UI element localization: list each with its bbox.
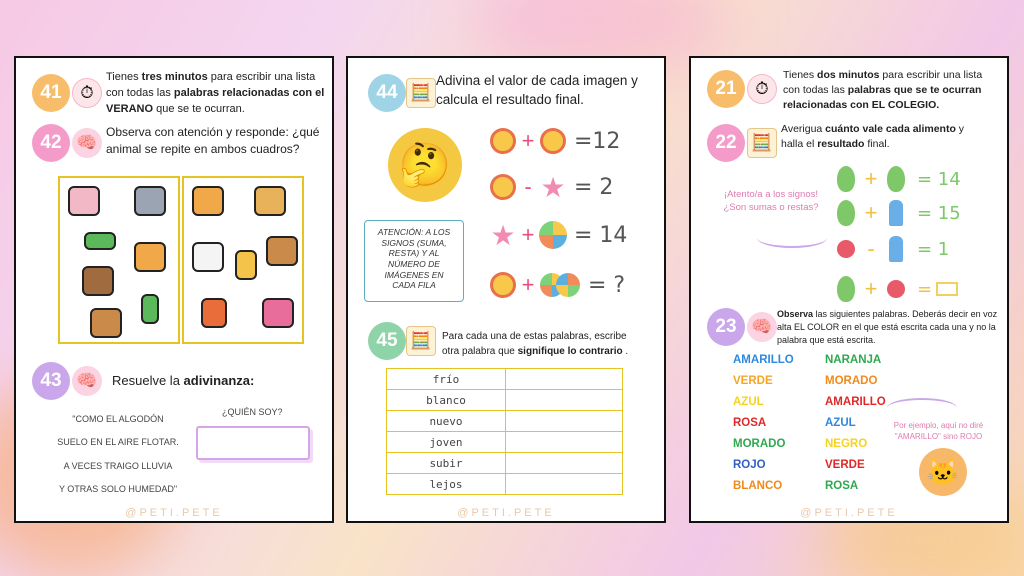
color-word: NARANJA bbox=[825, 354, 882, 366]
table-row bbox=[387, 411, 623, 432]
abacus-icon: 🧮 bbox=[406, 326, 436, 356]
color-word: ROJO bbox=[733, 459, 766, 471]
color-word: MORADO bbox=[825, 375, 878, 387]
exercise-23-text: Observa las siguientes palabras. Deberás decir en voz alta EL COLOR en el que está escrita cada una y no la palabra que está escrita. bbox=[777, 309, 998, 346]
answer-cell[interactable] bbox=[506, 432, 623, 453]
exercise-number-21: 21 bbox=[707, 70, 745, 108]
koala-icon bbox=[134, 186, 166, 216]
table-row bbox=[387, 474, 623, 495]
color-word: AZUL bbox=[825, 417, 856, 429]
thinking-face-icon: 🤔 bbox=[388, 128, 462, 202]
food-equation-row-2 bbox=[831, 198, 961, 228]
word-cell: joven bbox=[387, 432, 506, 453]
word-cell: subir bbox=[387, 453, 506, 474]
answer-cell[interactable] bbox=[506, 390, 623, 411]
clock-icon: ⏱ bbox=[747, 74, 777, 104]
sun-icon bbox=[490, 272, 516, 298]
radish-icon bbox=[881, 274, 911, 304]
equation-result: =12 bbox=[574, 128, 621, 154]
exercise-number-41: 41 bbox=[32, 74, 70, 112]
exercise-number-22: 22 bbox=[707, 124, 745, 162]
attention-callout: ATENCIÓN: A LOS SIGNOS (SUMA, RESTA) Y AL NÚMERO DE IMÁGENES EN CADA FILA bbox=[364, 220, 464, 302]
abacus-icon: 🧮 bbox=[747, 128, 777, 158]
octopus-icon bbox=[201, 298, 227, 328]
color-word: BLANCO bbox=[733, 480, 783, 492]
arrow-icon bbox=[757, 228, 827, 248]
color-word: AMARILLO bbox=[825, 396, 886, 408]
exercise-number-23: 23 bbox=[707, 308, 745, 346]
ball-icon bbox=[556, 273, 580, 297]
color-word: NEGRO bbox=[825, 438, 868, 450]
operator: + bbox=[864, 166, 878, 191]
table-row bbox=[387, 453, 623, 474]
operator: - bbox=[524, 174, 532, 199]
equation-row-3 bbox=[488, 220, 627, 250]
rabbit-icon bbox=[192, 242, 224, 272]
word-cell: lejos bbox=[387, 474, 506, 495]
monkey-icon bbox=[266, 236, 298, 266]
sun-icon bbox=[490, 174, 516, 200]
popsicle-icon bbox=[881, 234, 911, 264]
lion-icon bbox=[192, 186, 224, 216]
sun-icon bbox=[490, 128, 516, 154]
answer-box[interactable] bbox=[196, 426, 310, 460]
equation-equals: = bbox=[917, 278, 933, 300]
color-word: AMARILLO bbox=[733, 354, 794, 366]
snake-icon bbox=[141, 294, 159, 324]
color-word: ROSA bbox=[733, 417, 767, 429]
food-equation-row-1 bbox=[831, 164, 961, 194]
word-cell: frío bbox=[387, 369, 506, 390]
cat-icon: 🐱 bbox=[919, 448, 967, 496]
pear-icon bbox=[831, 274, 861, 304]
color-word: VERDE bbox=[733, 375, 773, 387]
operator: + bbox=[864, 276, 878, 301]
clock-icon: ⏱ bbox=[72, 78, 102, 108]
pear-icon bbox=[881, 164, 911, 194]
operator: - bbox=[867, 236, 875, 261]
crocodile-icon bbox=[84, 232, 116, 250]
word-cell: blanco bbox=[387, 390, 506, 411]
word-cell: nuevo bbox=[387, 411, 506, 432]
operator: + bbox=[521, 128, 535, 153]
color-word: MORADO bbox=[733, 438, 786, 450]
exercise-42-text: Observa con atención y responde: ¿qué animal se repite en ambos cuadros? bbox=[106, 125, 320, 156]
arrow-icon bbox=[887, 398, 957, 418]
giraffe-icon bbox=[235, 250, 257, 280]
signs-note: ¡Atento/a a los signos! ¿Son sumas o restas? bbox=[723, 189, 819, 214]
food-equation-row-4 bbox=[831, 274, 958, 304]
riddle-question: ¿QUIÉN SOY? bbox=[222, 407, 283, 417]
operator: + bbox=[521, 272, 535, 297]
color-word: AZUL bbox=[733, 396, 764, 408]
equation-result: = 2 bbox=[574, 174, 614, 200]
table-row bbox=[387, 432, 623, 453]
equation-row-4 bbox=[488, 270, 625, 300]
equation-row-2 bbox=[488, 172, 613, 202]
deer-icon bbox=[254, 186, 286, 216]
worksheet-page-2 bbox=[346, 56, 666, 523]
exercise-number-43: 43 bbox=[32, 362, 70, 400]
exercise-number-45: 45 bbox=[368, 322, 406, 360]
exercise-21-text: Tienes dos minutos para escribir una lista con todas las palabras que se te ocurran relacionadas con EL COLEGIO. bbox=[783, 69, 983, 112]
radish-icon bbox=[831, 234, 861, 264]
footer-watermark: @PETI.PETE bbox=[457, 507, 555, 519]
animal-grid-left bbox=[58, 176, 180, 344]
answer-cell[interactable] bbox=[506, 453, 623, 474]
equation-result: = 1 bbox=[917, 238, 950, 260]
answer-box[interactable] bbox=[936, 282, 958, 296]
abacus-icon: 🧮 bbox=[406, 78, 436, 108]
operator: + bbox=[521, 222, 535, 247]
color-word: VERDE bbox=[825, 459, 865, 471]
bear-icon bbox=[82, 266, 114, 296]
exercise-22-text: Averigua cuánto vale cada alimento y halla el resultado final. bbox=[781, 123, 965, 151]
brain-icon: 🧠 bbox=[747, 312, 777, 342]
star-icon: ★ bbox=[490, 219, 516, 251]
sun-icon bbox=[540, 128, 566, 154]
pear-icon bbox=[831, 164, 861, 194]
exercise-41-text: Tienes tres minutos para escribir una lista con todas las palabras relacionadas con el VERANO que se te ocurran. bbox=[106, 71, 325, 115]
answer-cell[interactable] bbox=[506, 474, 623, 495]
star-icon: ★ bbox=[540, 171, 566, 203]
monkey-icon bbox=[90, 308, 122, 338]
equation-result: = 14 bbox=[574, 222, 628, 248]
equation-result: = 15 bbox=[917, 202, 961, 224]
table-row bbox=[387, 390, 623, 411]
footer-watermark: @PETI.PETE bbox=[125, 507, 223, 519]
butterfly-icon bbox=[262, 298, 294, 328]
operator: + bbox=[864, 200, 878, 225]
table-row bbox=[387, 369, 623, 390]
ball-icon bbox=[539, 221, 567, 249]
pig-icon bbox=[68, 186, 100, 216]
answer-cell[interactable] bbox=[506, 411, 623, 432]
brain-icon: 🧠 bbox=[72, 128, 102, 158]
exercise-43-title: Resuelve la adivinanza: bbox=[112, 373, 255, 388]
equation-result: = 14 bbox=[917, 168, 961, 190]
fox-icon bbox=[134, 242, 166, 272]
exercise-number-44: 44 bbox=[368, 74, 406, 112]
animal-grid-right bbox=[182, 176, 304, 344]
answer-cell[interactable] bbox=[506, 369, 623, 390]
exercise-number-42: 42 bbox=[32, 124, 70, 162]
worksheet-page-1 bbox=[14, 56, 334, 523]
brain-icon: 🧠 bbox=[72, 366, 102, 396]
worksheet-page-3 bbox=[689, 56, 1009, 523]
riddle-text: "COMO EL ALGODÓN SUELO EN EL AIRE FLOTAR. A VECES TRAIGO LLUVIA Y OTRAS SOLO HUMEDAD" bbox=[57, 414, 179, 495]
equation-result: = ? bbox=[588, 272, 626, 298]
exercise-44-text: Adivina el valor de cada imagen y calcula el resultado final. bbox=[436, 73, 638, 107]
popsicle-icon bbox=[881, 198, 911, 228]
exercise-45-text: Para cada una de estas palabras, escribe otra palabra que signifique lo contrario . bbox=[442, 331, 629, 357]
pear-icon bbox=[831, 198, 861, 228]
example-note: Por ejemplo, aquí no diré "AMARILLO" sino ROJO bbox=[893, 421, 984, 442]
food-equation-row-3 bbox=[831, 234, 949, 264]
color-word: ROSA bbox=[825, 480, 859, 492]
equation-row-1 bbox=[488, 126, 620, 156]
antonyms-table bbox=[386, 368, 623, 495]
footer-watermark: @PETI.PETE bbox=[800, 507, 898, 519]
